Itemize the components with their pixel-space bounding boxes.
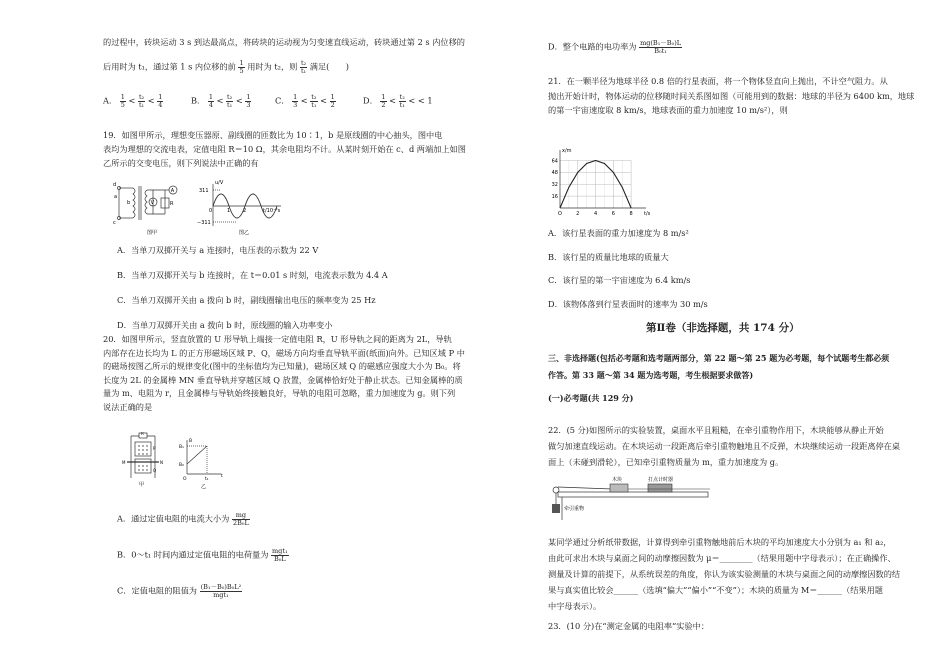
q21-line: 的第一宇宙速度取 8 km/s，地球表面的重力加速度 10 m/s²），则 [548, 105, 788, 115]
option-text: A．通过定值电阻的电流大小为 [117, 513, 230, 524]
q20-option-a[interactable] [117, 512, 250, 527]
section-title: 第Ⅱ卷（非选择题，共 174 分） [646, 322, 800, 334]
resistor-label: R [170, 201, 174, 207]
label-p: P [153, 446, 156, 451]
x-tick-label: O [558, 211, 562, 217]
label-d: d [113, 182, 117, 188]
q19-line: 表均为理想的交流电表，定值电阻 R＝10 Ω，其余电阻均不计。从某时刻开始在 c、d 两端加上如图 [103, 144, 466, 154]
q18-continuation-line2 [103, 60, 349, 75]
q19-figure-svg [113, 178, 293, 238]
q20-figure [117, 432, 237, 490]
q20-stem [103, 333, 465, 415]
q20-line: 内部存在边长均为 L 的正方形磁场区域 P、Q，磁场方向均垂直导轨平面(纸面)向外。已知区域 P 中 [103, 347, 465, 358]
label-b-axis: B [189, 439, 193, 444]
q19-options [117, 238, 388, 338]
q22-line: 22．(5 分)如图所示的实验装置，桌面水平且粗糙，在牵引重物作用下，木块能够从静止开始 [548, 425, 884, 435]
y-tick-label: 32 [551, 182, 558, 189]
x-tick-label: 4 [593, 211, 598, 217]
label-q: Q [153, 468, 157, 473]
q22-body-line: 测量及计算的前提下，从系统误差的角度，你认为该实验测量的木块与桌面之间的动摩擦因数的结 [548, 569, 901, 579]
fraction: $\frac{1}{3}$ [246, 93, 251, 109]
q21-option-b[interactable]: B．该行星的质量比地球的质量大 [548, 251, 669, 262]
q22-body-line: 果与真实值比较会______（选填“偏大”“偏小”“不变”）；木块的质量为 M＝______（结果用题 [548, 585, 883, 595]
fraction: $\frac{1}{4}$ [158, 93, 163, 109]
q19-stem [103, 128, 466, 170]
label-r: R [141, 432, 144, 436]
y-axis-label: x/m [562, 148, 572, 154]
axis-u-label: u/V [215, 180, 224, 186]
q22-body-line: 中字母表示）。 [548, 601, 602, 611]
q23-stem: 23．(10 分)在“测定金属的电阻率”实验中： [548, 621, 710, 631]
q18-text-c: 满足( ) [309, 61, 349, 72]
q22-figure [550, 474, 720, 526]
q18-option-a[interactable]: A． $\frac{1}{5}$ < $\frac{\text{t₂}}{\text{t₁}}$ < $\frac{1}{4}$ [103, 93, 163, 109]
fraction: $\frac{\text{(B₁－B₀)B₀L²}}{\text{mgt₁}}$ [200, 583, 242, 599]
v-pos-label: 311 [199, 188, 209, 194]
y-tick-label: 64 [551, 158, 558, 165]
q21-chart-svg [548, 146, 658, 218]
ratio-fraction: $\frac{\text{t₂}}{\text{t₁}}$ [227, 93, 233, 109]
fraction: $\frac{1}{5}$ [120, 93, 125, 109]
q20-option-d[interactable] [548, 40, 682, 55]
t2-label: 2 [243, 208, 247, 214]
section-desc [548, 350, 889, 384]
q19-option-a[interactable]: A．当单刀双掷开关与 a 连接时，电压表的示数为 22 V [117, 245, 319, 255]
option-text: C．定值电阻的阻值为 [117, 585, 197, 596]
q21-stem [548, 74, 914, 118]
t1-label: 1 [227, 208, 231, 214]
label-a: a [114, 194, 118, 200]
q20-line: 量为 m、电阻为 r，且金属棒与导轨始终接触良好，导轨的电阻可忽略，重力加速度为 g。则下列 [103, 388, 456, 399]
x-tick-label: 6 [611, 211, 615, 217]
q19-option-b[interactable]: B．当单刀双掷开关与 b 连接时，在 t＝0.01 s 时刻，电流表示数为 4.4 A [117, 270, 388, 280]
option-text: B．0～t₁ 时间内通过定值电阻的电荷量为 [117, 549, 269, 560]
q20-option-b[interactable] [117, 548, 289, 563]
q21-chart [548, 146, 658, 218]
fraction: $\frac{1}{2}$ [381, 93, 386, 109]
q18-option-b[interactable]: B． $\frac{1}{4}$ < $\frac{\text{t₂}}{\text{t₁}}$ < $\frac{1}{3}$ [191, 93, 251, 109]
fig-yi-label: 图乙 [239, 230, 250, 236]
label-b: b [127, 200, 131, 206]
label-c: c [113, 220, 116, 226]
q21-options [548, 222, 708, 316]
x-tick-label: 2 [576, 211, 580, 217]
weight-shape [552, 504, 560, 513]
ratio-fraction: $\frac{\text{t₂}}{\text{t₁}}$ [138, 93, 145, 109]
fig-jia-label: 图甲 [147, 230, 158, 236]
v-neg-label: −311 [197, 220, 211, 226]
label-origin: O [183, 477, 187, 482]
q19-option-d[interactable]: D．当单刀双掷开关由 a 拨向 b 时，原线圈的输入功率变小 [117, 320, 333, 330]
q22-line: 面上（未碰到滑轮），已知牵引重物质量为 m，重力加速度为 g。 [548, 457, 784, 467]
ratio-fraction: $\frac{\text{t₂}}{\text{t₁}}$ [311, 93, 317, 109]
q18-option-d[interactable]: D． $\frac{1}{2}$ < $\frac{\text{t₂}}{\text{t₁}}$ < < 1 [363, 93, 433, 109]
q20-figure-svg [117, 432, 237, 490]
q21-line: 21．在一颗半径为地球半径 0.8 倍的行星表面，将一个物体竖直向上抛出，不计空气阻力。从 [548, 76, 888, 86]
q21-line: 抛出开始计时，物体运动的位移随时间关系图如图（可能用到的数据：地球的半径为 6400 km，地球 [548, 90, 915, 101]
label-b1: B₁ [179, 445, 184, 450]
zero-label: 0 [209, 208, 213, 214]
q20-line: 长度为 2L 的金属棒 MN 垂直导轨并穿越区域 Q 放置，金属棒恰好处于静止状态。已知金属棒的质 [103, 374, 463, 385]
q19-figure [113, 178, 293, 238]
fig-jia: 甲 [139, 482, 145, 488]
label-t: t [221, 474, 223, 479]
label-b0: B₀ [179, 463, 184, 468]
y-tick-label: 16 [551, 193, 558, 200]
sub-title: (一)必考题(共 129 分) [548, 393, 634, 403]
q21-option-a[interactable]: A．该行星表面的重力加速度为 8 m/s² [548, 228, 689, 238]
fig-yi: 乙 [201, 484, 207, 490]
q20-option-c[interactable] [117, 584, 242, 599]
option-letter: B． [191, 95, 206, 106]
fraction: $\frac{1}{3}$ [293, 93, 298, 109]
section-desc-line: 作答。第 33 题～第 34 题为选考题，考生根据要求做答) [548, 370, 754, 380]
axis-t-label: t/10⁻²s [263, 208, 281, 214]
q21-option-d[interactable]: D．该物体落到行星表面时的速率为 30 m/s [548, 298, 708, 309]
timer-shape [648, 484, 672, 492]
ammeter-label: A [170, 188, 175, 194]
block-label: 木块 [612, 477, 623, 483]
fraction: $\frac{\text{mg(B₁－B₀)L}}{\text{B₀t₁}}$ [640, 39, 682, 55]
q19-option-c[interactable]: C．当单刀双掷开关由 a 拨向 b 时，副线圈输出电压的频率变为 25 Hz [117, 295, 376, 305]
bound-text: < 1 [417, 95, 433, 106]
q22-body-line: 某同学通过分析纸带数据，计算得到牵引重物触地前后木块的平均加速度大小分别为 a₁ 和 a₂， [548, 537, 892, 547]
fraction: $\frac{1}{5}$ [239, 59, 244, 75]
q22-stem [548, 422, 900, 470]
weight-label: 牵引重物 [564, 506, 585, 512]
option-letter: C． [275, 95, 290, 106]
voltmeter-label: V [150, 200, 155, 206]
q20-line: 的磁场按图乙所示的规律变化(图中的坐标值均为已知量)，磁场区域 Q 的磁感应强度大小为 B₀。将 [103, 361, 461, 372]
option-letter: A． [103, 95, 118, 106]
block-shape [610, 484, 628, 492]
q18-option-c[interactable]: C． $\frac{1}{3}$ < $\frac{\text{t₂}}{\text{t₁}}$ < $\frac{1}{2}$ [275, 93, 335, 109]
x-axis-label: t/s [644, 211, 651, 217]
q20-line: 20．如图甲所示，竖直放置的 U 形导轨上端接一定值电阻 R，U 形导轨之间的距离为 2L，导轨 [103, 334, 452, 344]
q18-continuation-line1: 的过程中，砖块运动 3 s 到达最高点，将砖块的运动视为匀变速直线运动，砖块通过第 2 s 内位移的 [103, 37, 465, 47]
q18-text-b: 用时为 t₂，则 [247, 61, 298, 72]
ratio-fraction: $\frac{\text{t₂}}{\text{t₁}}$ [300, 59, 307, 75]
label-t1: t₁ [205, 477, 209, 482]
q22-body [548, 534, 900, 614]
fraction: $\frac{1}{4}$ [208, 93, 213, 109]
q22-body-line: 由此可求出木块与桌面之间的动摩擦因数为 μ＝________（结果用题中字母表示）；在正确操作、 [548, 553, 896, 563]
ratio-fraction: $\frac{\text{t₂}}{\text{t₁}}$ [399, 93, 405, 109]
label-n: N [160, 460, 163, 465]
fraction: $\frac{1}{2}$ [330, 93, 335, 109]
q19-line: 乙所示的交变电压，则下列说法中正确的有 [103, 158, 259, 168]
fraction: $\frac{\text{mgt₁}}{\text{B₀L}}$ [272, 547, 288, 563]
fraction: $\frac{mg}{\text{2B₀L}}$ [232, 511, 249, 527]
timer-label: 打点计时器 [648, 477, 674, 483]
x-tick-label: 8 [629, 211, 633, 217]
option-text: D．整个电路的电功率为 [548, 41, 637, 52]
q21-option-c[interactable]: C．该行星的第一宇宙速度为 6.4 km/s [548, 275, 691, 285]
section-desc-line: 三、非选择题(包括必考题和选考题两部分，第 22 题～第 25 题为必考题，每个试题考生都必须 [548, 353, 890, 363]
option-letter: D． [363, 95, 378, 106]
q19-line: 19．如图甲所示，理想变压器原、副线圈的匝数比为 10∶1，b 是原线圈的中心抽头，图中电 [103, 130, 443, 140]
q18-text-a: 后用时为 t₁，通过第 1 s 内位移的前 [103, 61, 236, 72]
q22-line: 做匀加速直线运动。在木块运动一段距离后牵引重物触地且不反弹，木块继续运动一段距离停在桌 [548, 441, 901, 451]
y-tick-label: 48 [551, 170, 558, 177]
label-m: M [122, 460, 126, 465]
q22-figure-svg [550, 474, 720, 526]
q20-line: 说法正确的是 [103, 401, 153, 412]
